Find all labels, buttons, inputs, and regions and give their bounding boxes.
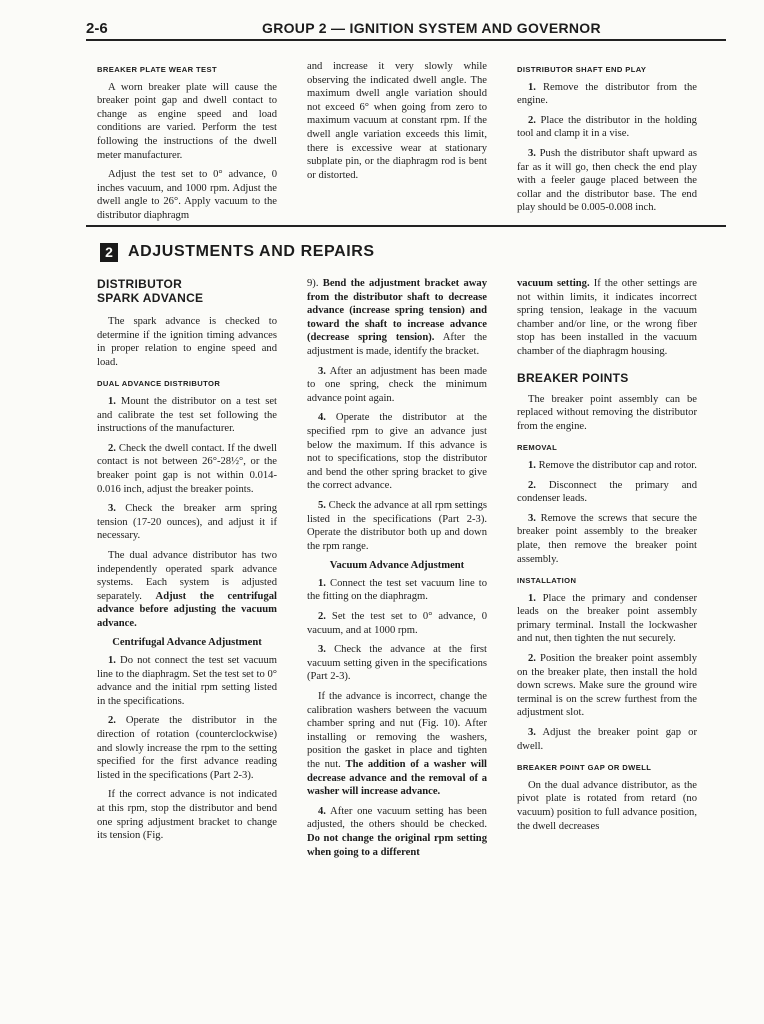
subheading-dual-advance-distributor: DUAL ADVANCE DISTRIBUTOR (97, 379, 221, 389)
step: 3. Remove the screws that secure the breaker point assembly to the breaker plate, then remove the breaker point assembly. (517, 512, 697, 565)
section-number-badge: 2 (100, 243, 118, 262)
step: 3. Check the breaker arm spring tension (17-20 ounces), and adjust it if necessary. (97, 503, 277, 542)
step: 2. Position the breaker point assembly on the breaker plate, then install the hold down screws. Make sure the ground wire terminal is on the screw furthest from the adjustment slot. (517, 653, 698, 719)
step: 4. Operate the distributor at the specified rpm to give an advance just below the maximum. If this advance is not to specifications, stop the distributor and bend the other spring bracket to give the correct advance. (307, 412, 487, 492)
step: 1. Do not connect the test set vacuum line to the diaphragm. Set the test set to 0° advance and the initial rpm setting listed in the specifications. (97, 655, 277, 707)
page-header-title: GROUP 2 — IGNITION SYSTEM AND GOVERNOR (262, 20, 601, 36)
paragraph: If the advance is incorrect, change the calibration washers between the vacuum chamber spring and nut (Fig. 10). After installing or removing the washers, position the gasket in place and tighten the nut. The addition of a washer will decrease advance and the removal of a washer will increase advance. (307, 691, 487, 798)
subheading-distributor-shaft-end-play: DISTRIBUTOR SHAFT END PLAY (517, 65, 647, 74)
paragraph: Adjust the test set to 0° advance, 0 inches vacuum, and 1000 rpm. Adjust the dwell angle to 26°. Apply vacuum to the distributor diaphragm (97, 169, 277, 221)
heading-vacuum-advance-adjustment: Vacuum Advance Adjustment (329, 560, 465, 572)
main-column-2 (307, 277, 487, 865)
step: 1. Mount the distributor on a test set and calibrate the test set following the instructions of the manufacturer. (97, 395, 277, 435)
top-column-2 (307, 60, 487, 188)
step: 1. Remove the distributor from the engine. (517, 81, 697, 107)
paragraph: On the dual advance distributor, as the pivot plate is rotated from retard (no vacuum) position to full advance position, the dwell decreases (517, 779, 697, 832)
main-column-3 (517, 277, 697, 839)
step: 2. Place the distributor in the holding tool and clamp it in a vise. (517, 114, 697, 140)
step: 5. Check the advance at all rpm settings listed in the specifications (Part 2-3). Operate the distributor both up and down the rpm range. (307, 499, 487, 552)
subheading-installation: INSTALLATION (517, 576, 577, 586)
heading-centrifugal-advance-adjustment: Centrifugal Advance Adjustment (112, 637, 262, 649)
paragraph: and increase it very slowly while observing the indicated dwell angle. The maximum dwell angle variation should not exceed 6° when going from zero to maximum vacuum at constant rpm. If the dwell angle variation exceeds this limit, there is excessive wear at stationary subplate pin, or the diaphragm rod is bent or distorted. (307, 61, 487, 181)
step: 1. Connect the test set vacuum line to the fitting on the diaphragm. (307, 577, 487, 603)
step: 2. Operate the distributor in the direction of rotation (counterclockwise) and slowly increase the rpm to the setting specified for the first advance reading listed in the specifications (Part 2-3). (97, 715, 277, 781)
section-title: ADJUSTMENTS AND REPAIRS (128, 243, 375, 260)
step: 3. Adjust the breaker point gap or dwell. (517, 727, 697, 752)
paragraph: If the correct advance is not indicated at this rpm, stop the distributor and bend one spring adjustment bracket to change its tension (Fig. (97, 789, 277, 842)
step: 1. Remove the distributor cap and rotor. (528, 459, 697, 471)
main-column-1 (97, 277, 277, 849)
section-rule (86, 225, 726, 227)
heading-breaker-points: BREAKER POINTS (517, 370, 629, 385)
step: 3. Push the distributor shaft upward as far as it will go, then check the end play with a feeler gauge placed between the collar and the distributor base. The end play should be 0.005-0.008 inch. (517, 147, 697, 214)
subheading-breaker-point-gap-or-dwell: BREAKER POINT GAP OR DWELL (517, 763, 652, 773)
paragraph: 9). Bend the adjustment bracket away from the distributor shaft to decrease advance (increase spring tension) and toward the shaft to increase advance (decrease spring tension). After the adjustment is made, identify the bracket. (307, 278, 487, 357)
step: 1. Place the primary and condenser leads on the breaker point assembly primary terminal. Install the lockwasher and nut, then tighten the nut securely. (517, 592, 697, 645)
header-rule (86, 39, 726, 41)
step: 3. Check the advance at the first vacuum setting given in the specifications (Part 2-3). (307, 644, 487, 683)
step: 3. After an adjustment has been made to one spring, check the minimum advance point again. (307, 365, 487, 404)
step: 2. Disconnect the primary and condenser leads. (517, 479, 697, 505)
paragraph: vacuum setting. If the other settings are not within limits, it indicates incorrect spring tension, leakage in the vacuum chamber and/or line, or the wrong fiber stop has been installed in the vacuum chamber of the diaphragm housing. (517, 278, 697, 357)
step: 2. Check the dwell contact. If the dwell contact is not between 26°-28½°, or the breaker point gap is not within 0.014-0.016 inch, adjust the breaker points. (97, 442, 277, 495)
top-column-3 (517, 63, 697, 221)
page-number: 2-6 (86, 20, 108, 37)
subheading-breaker-plate-wear-test: BREAKER PLATE WEAR TEST (97, 65, 218, 74)
paragraph: The spark advance is checked to determine if the ignition timing advances in proper relation to engine speed and load. (97, 316, 277, 368)
step: 2. Set the test set to 0° advance, 0 vacuum, and at 1000 rpm. (307, 611, 487, 636)
paragraph: A worn breaker plate will cause the breaker point gap and dwell contact to change as engine speed and load conditions are varied. Perform the test following the instructions of the dwell meter manufacturer. (97, 81, 277, 161)
top-column-1 (97, 63, 277, 229)
paragraph: The dual advance distributor has two independently operated spark advance systems. Each system is adjusted separately. Adjust the centrifugal advance before adjusting the vacuum advance. (97, 549, 277, 629)
heading-distributor-spark-advance: DISTRIBUTOR SPARK ADVANCE (97, 277, 204, 305)
paragraph: The breaker point assembly can be replaced without removing the distributor from the engine. (517, 393, 697, 432)
subheading-removal: REMOVAL (517, 443, 558, 453)
step: 4. After one vacuum setting has been adjusted, the others should be checked. Do not change the original rpm setting when going to a different (307, 805, 487, 858)
